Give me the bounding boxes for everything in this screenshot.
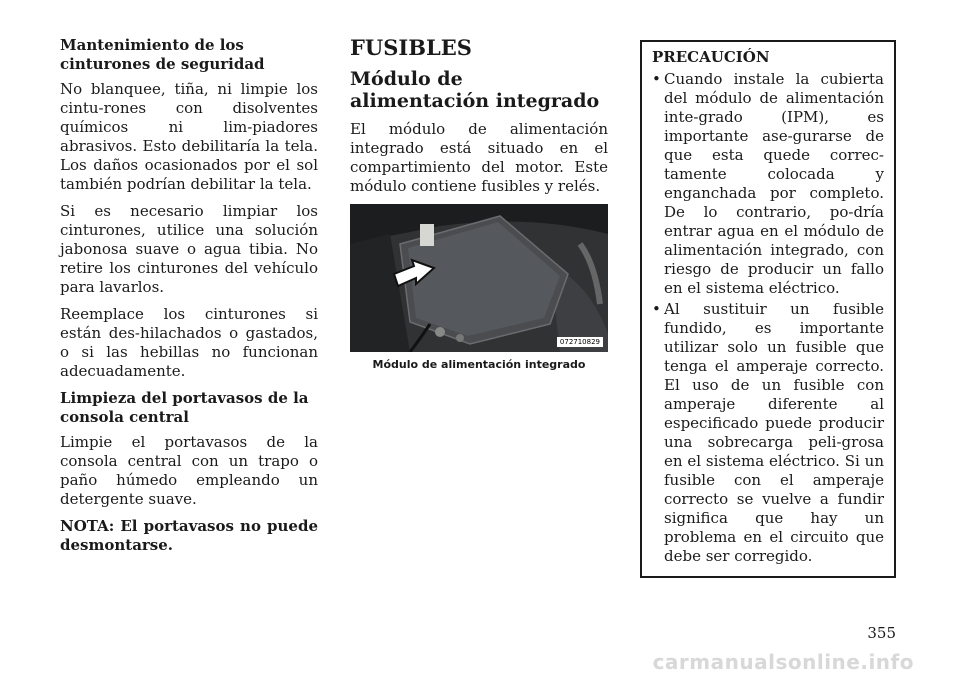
- section-subtitle: Módulo de alimentación integrado: [350, 68, 600, 112]
- page-title: FUSIBLES: [350, 35, 472, 60]
- paragraph: Reemplace los cinturones si están des-hilachados o gastados, o si las hebillas no funcionan adecuadamente.: [60, 305, 318, 380]
- section-heading-seatbelt: Mantenimiento de los cinturones de seguridad: [60, 36, 265, 73]
- paragraph: No blanquee, tiña, ni limpie los cintu-rones con disolventes químicos ni lim-piadores abrasivos. Esto debilitaría la tela. Los daños ocasionados por el sol también podrían debilitar la tela.: [60, 80, 318, 193]
- figure-caption: Módulo de alimentación integrado: [372, 358, 586, 371]
- paragraph: Limpie el portavasos de la consola central con un trapo o paño húmedo empleando un detergente suave.: [60, 433, 318, 508]
- list-item: • Cuando instale la cubierta del módulo de alimentación inte-grado (IPM), es importante ase-gurarse de que esta quede correc-tamente colocada y enganchada por completo. De lo contrario, po-dría entrar agua en el módulo de alimentación integrado, con riesgo de producir un fallo en el sistema eléctrico.: [652, 70, 884, 298]
- engine-illustration: [350, 204, 608, 352]
- list-item: • Al sustituir un fusible fundido, es importante utilizar solo un fusible que tenga el amperaje correcto. El uso de un fusible con amperaje diferente al especificado puede producir una sobrecarga peli-grosa en el sistema eléctrico. Si un fusible con el amperaje correcto se vuelve a fundir significa que hay un problema en el circuito que debe ser corregido.: [652, 300, 884, 566]
- engine-compartment-photo: [350, 204, 608, 352]
- caution-box: [640, 40, 896, 578]
- section-heading-cupholder: Limpieza del portavasos de la consola central: [60, 389, 309, 426]
- paragraph: El módulo de alimentación integrado está situado en el compartimiento del motor. Este módulo contiene fusibles y relés.: [350, 120, 608, 195]
- page-number: 355: [867, 624, 896, 642]
- note-text: NOTA: El portavasos no puede desmontarse.: [60, 517, 318, 554]
- paragraph: Si es necesario limpiar los cinturones, utilice una solución jabonosa suave o agua tibia. No retire los cinturones del vehículo para lavarlos.: [60, 202, 318, 296]
- column-right: [640, 40, 896, 578]
- caution-title: PRECAUCIÓN: [652, 48, 770, 66]
- caution-list: [652, 70, 884, 566]
- watermark-footer: carmanualsonline.info: [652, 650, 914, 674]
- figure-id-label: 072710829: [557, 337, 603, 347]
- column-middle: [350, 36, 608, 371]
- column-left: [60, 36, 318, 563]
